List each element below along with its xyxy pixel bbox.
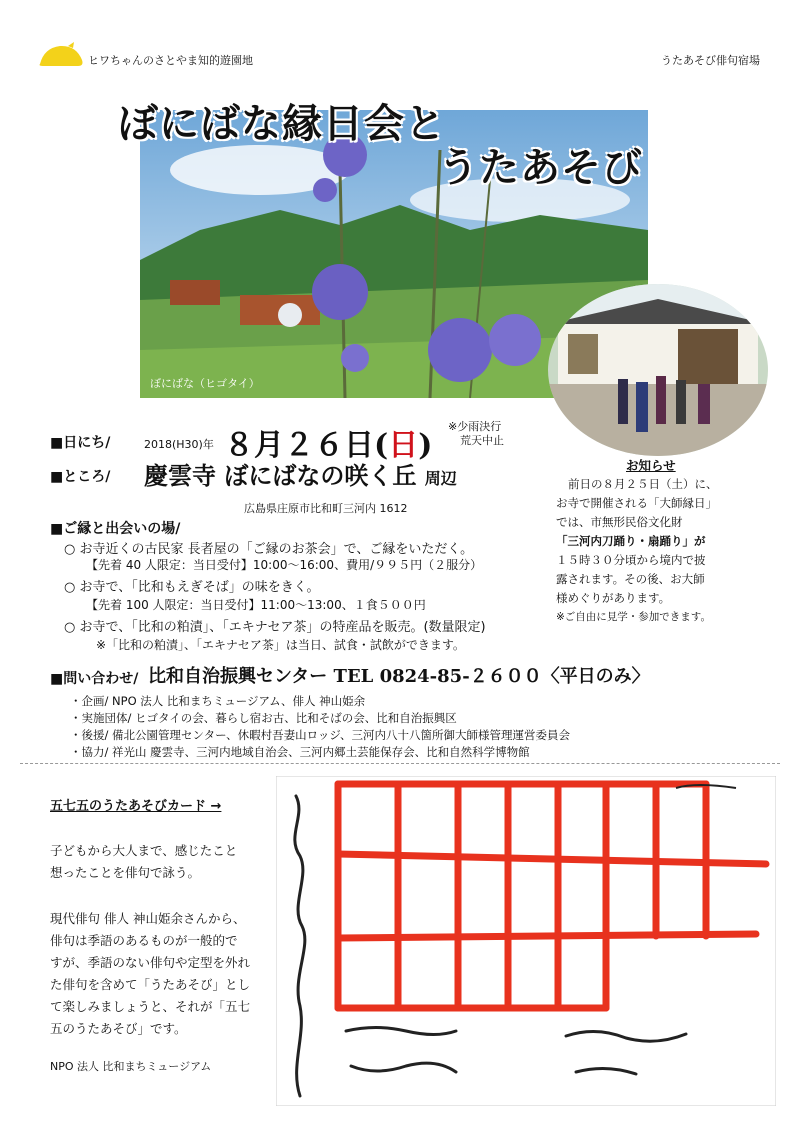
place-main: 慶雲寺 ぼにばなの咲く丘 (144, 461, 417, 490)
credit-planning: ・企画/ NPO 法人 比和まちミュージアム、俳人 神山姫余 (70, 694, 366, 708)
card-desc-line-1: 現代俳句 俳人 神山姫余さんから、 (50, 911, 246, 926)
encounter-label: ■ご縁と出会いの場/ (50, 521, 181, 537)
card-intro (50, 840, 270, 884)
cut-line (20, 763, 780, 764)
rain-line-2: 荒天中止 (460, 434, 504, 447)
card-desc-line-4: た俳句を含めて「うたあそび」とし (50, 977, 251, 992)
encounter-item-1-note: 【先着 40 人限定：当日受付】10:00～16:00、費用/９９５円（２服分） (86, 558, 483, 572)
card-intro-line-1: 子どもから大人まで、感じたこと (50, 843, 238, 858)
photo-caption: ぼにばな（ヒゴタイ） (150, 377, 260, 390)
notice-line-6: 露されます。その後、お大師 (556, 572, 705, 586)
rain-line-1: ※少雨決行 (448, 420, 502, 433)
credit-cooperation: ・協力/ 祥光山 慶雲寺、三河内地域自治会、三河内郷土芸能保存会、比和自然科学博物館 (70, 745, 530, 759)
header-right-label: うたあそび俳句宿場 (661, 54, 760, 67)
encounter-item-2-note: 【先着 100 人限定：当日受付】11:00～13:00、１食５００円 (86, 598, 426, 612)
date-label: ■日にち/ (50, 435, 111, 451)
notice-line-5: １５時３０分頃から境内で披 (556, 553, 706, 567)
header-tagline: ヒワちゃんのさとやま知的遊園地 (88, 54, 253, 67)
credit-sponsors: ・後援/ 備北公園管理センター、休暇村吾妻山ロッジ、三河内八十八箇所御大師様管理運営委員会 (70, 728, 570, 742)
encounter-item-1: ○ お寺近くの古民家 長者屋の「ご縁のお茶会」で、ご縁をいただく。 (64, 542, 474, 557)
card-desc-line-5: て楽しみましょうと、それが「五七 (50, 999, 251, 1014)
notice-line-3: では、市無形民俗文化財 (556, 515, 683, 529)
notice-line-4: 「三河内刀踊り・扇踊り」が (556, 534, 706, 548)
card-description (50, 908, 270, 1040)
event-address: 広島県庄原市比和町三河内 1612 (244, 502, 408, 515)
date-part-2: ) (418, 428, 433, 463)
hiwa-chan-logo-icon (38, 42, 86, 68)
date-weekday: 日 (388, 428, 419, 463)
rain-policy (448, 420, 504, 448)
temple-photo (548, 284, 768, 456)
date-part-1: ８月２６日( (224, 428, 389, 463)
card-intro-line-2: 想ったことを俳句で詠う。 (50, 865, 201, 880)
notice-line-2: お寺で開催される「大師縁日」 (556, 496, 717, 510)
card-desc-line-2: 俳句は季語のあるものが一般的で (50, 933, 238, 948)
notice-line-8: ※ご自由に見学・参加できます。 (556, 611, 711, 623)
place-suffix: 周辺 (424, 469, 457, 488)
place-label: ■ところ/ (50, 469, 111, 485)
card-desc-line-6: 五のうたあそび」です。 (50, 1021, 187, 1036)
contact-label: ■問い合わせ/ (50, 671, 139, 687)
card-link[interactable]: 五七五のうたあそびカード → (50, 799, 222, 814)
contact-info: 比和自治振興センター TEL 0824-85-２６００〈平日のみ〉 (148, 666, 650, 687)
notice-box (556, 456, 776, 627)
event-place (144, 456, 457, 491)
card-org: NPO 法人 比和まちミュージアム (50, 1060, 212, 1073)
encounter-item-3-note: ※「比和の粕漬」、「エキナセア茶」は当日、試食・試飲ができます。 (96, 638, 465, 652)
notice-title: お知らせ (626, 458, 676, 473)
card-desc-line-3: すが、季語のない俳句や定型を外れ (50, 955, 251, 970)
title-line-2: うたあそび (438, 144, 643, 191)
encounter-item-2: ○ お寺で、「比和もえぎそば」の味をきく。 (64, 580, 320, 595)
event-year: 2018(H30)年 (144, 438, 214, 451)
notice-line-1: 前日の８月２５日（土）に、 (568, 477, 718, 491)
encounter-item-3: ○ お寺で、「比和の粕漬」、「エキナセア茶」の特産品を販売。(数量限定) (64, 620, 486, 635)
haiku-card (276, 776, 776, 1106)
notice-line-7: 様めぐりがあります。 (556, 591, 671, 605)
title-line-1: ぼにばな縁日会と (118, 100, 446, 147)
credit-organizers: ・実施団体/ ヒゴタイの会、暮らし宿お古、比和そばの会、比和自治振興区 (70, 711, 457, 725)
